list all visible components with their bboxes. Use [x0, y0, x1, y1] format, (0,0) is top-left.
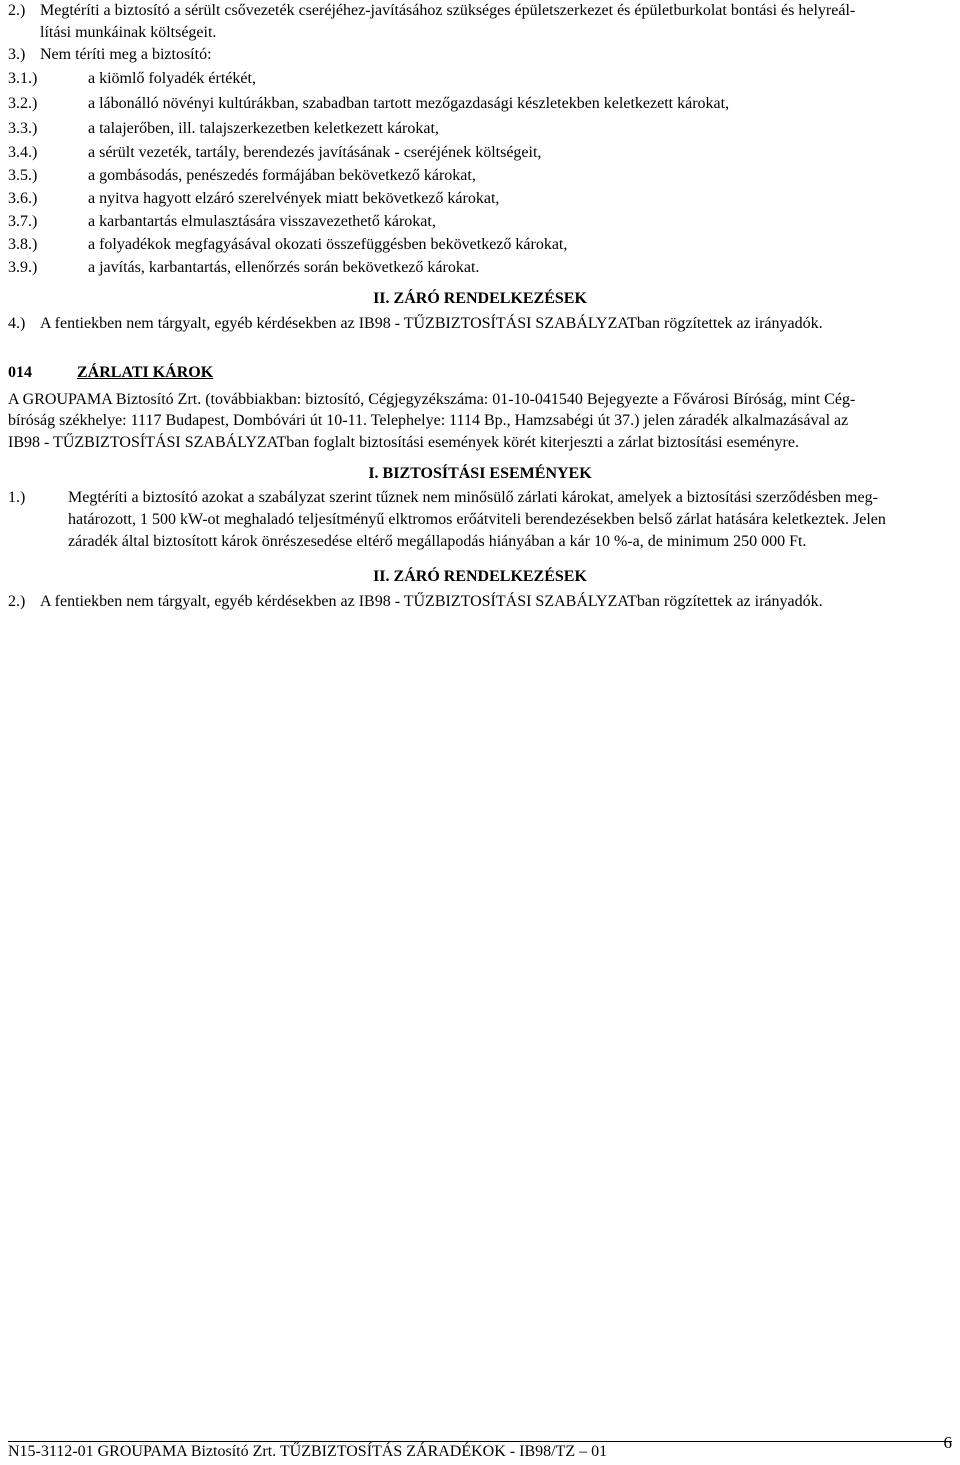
list-item-number: 3.2.) — [8, 95, 38, 112]
item-3-number: 3.) — [8, 46, 26, 63]
list-item-number: 3.9.) — [8, 259, 38, 276]
item-1-line-1: Megtéríti a biztosító azokat a szabályzat szerint tűznek nem minősülő zárlati károkat, amelyek a biztosítási szerződésben meg- — [68, 489, 878, 506]
closing-provisions-heading-014: II. ZÁRÓ RENDELKEZÉSEK — [373, 568, 587, 585]
item-1-line-2: határozott, 1 500 kW-ot meghaladó teljesítményű elktromos erőátviteli berendezésekben belső zárlat hatására keletkeztek. Jelen — [68, 511, 886, 528]
section-014-title — [8, 362, 213, 384]
page-number: 6 — [943, 1433, 952, 1452]
list-item-number: 3.5.) — [8, 167, 38, 184]
item-3-text: Nem téríti meg a biztosító: — [40, 46, 212, 63]
item-2-text-line-2: lítási munkáinak költségeit. — [40, 24, 217, 41]
list-item-number: 3.1.) — [8, 70, 38, 87]
item-2-014-text: A fentiekben nem tárgyalt, egyéb kérdésekben az IB98 - TŰZBIZTOSÍTÁSI SZABÁLYZATban rögzítettek az irányadók. — [40, 593, 823, 610]
closing-provisions-heading: II. ZÁRÓ RENDELKEZÉSEK — [373, 290, 587, 307]
item-2-text-line-1: Megtéríti a biztosító a sérült csővezeték cseréjéhez-javításához szükséges épületszerkezet és épületburkolat bontási és helyreál- — [40, 2, 856, 19]
section-title-text: ZÁRLATI KÁROK — [77, 364, 214, 381]
list-item-number: 3.7.) — [8, 213, 38, 230]
list-item-number: 3.8.) — [8, 236, 38, 253]
item-1-number: 1.) — [8, 489, 26, 506]
section-code: 014 — [8, 364, 32, 381]
list-item-text: a nyitva hagyott elzáró szerelvények miatt bekövetkező károkat, — [88, 190, 500, 207]
list-item-text: a lábonálló növényi kultúrákban, szabadban tartott mezőgazdasági készletekben keletkezett károkat, — [88, 95, 730, 112]
list-item-text: a folyadékok megfagyásával okozati összefüggésben bekövetkező károkat, — [88, 236, 568, 253]
list-item-text: a javítás, karbantartás, ellenőrzés során bekövetkező károkat. — [88, 259, 480, 276]
intro-line-1: A GROUPAMA Biztosító Zrt. (továbbiakban: biztosító, Cégjegyzékszáma: 01-10-041540 Bejegyezte a Fővárosi Bíróság, mint Cég- — [8, 391, 856, 408]
list-item-number: 3.6.) — [8, 190, 38, 207]
intro-line-3: IB98 - TŰZBIZTOSÍTÁSI SZABÁLYZATban foglalt biztosítási események körét kiterjeszti a zárlat biztosítási eseményre. — [8, 434, 799, 451]
item-2-number: 2.) — [8, 2, 26, 19]
list-item-text: a karbantartás elmulasztására visszavezethető károkat, — [88, 213, 436, 230]
list-item-text: a gombásodás, penészedés formájában bekövetkező károkat, — [88, 167, 476, 184]
item-2-014-number: 2.) — [8, 593, 26, 610]
intro-line-2: bíróság székhelye: 1117 Budapest, Dombóvári út 10-11. Telephelye: 1114 Bp., Hamzsabégi út 37.) jelen záradék alkalmazásával az — [8, 412, 849, 429]
list-item-number: 3.3.) — [8, 120, 38, 137]
list-item-text: a kiömlő folyadék értékét, — [88, 70, 256, 87]
insurance-events-heading: I. BIZTOSÍTÁSI ESEMÉNYEK — [368, 465, 592, 482]
list-item-text: a sérült vezeték, tartály, berendezés javításának - cseréjének költségeit, — [88, 144, 542, 161]
item-4-text: A fentiekben nem tárgyalt, egyéb kérdésekben az IB98 - TŰZBIZTOSÍTÁSI SZABÁLYZATban rögzítettek az irányadók. — [40, 315, 823, 332]
list-item-text: a talajerőben, ill. talajszerkezetben keletkezett károkat, — [88, 120, 439, 137]
item-1-line-3: záradék által biztosított károk önrészesedése eltérő megállapodás hiányában a kár 10 %-a, de minimum 250 000 Ft. — [68, 533, 807, 550]
item-4-number: 4.) — [8, 315, 26, 332]
list-item-number: 3.4.) — [8, 144, 38, 161]
footer-text: N15-3112-01 GROUPAMA Biztosító Zrt. TŰZBIZTOSÍTÁS ZÁRADÉKOK - IB98/TZ – 01 — [8, 1443, 608, 1460]
